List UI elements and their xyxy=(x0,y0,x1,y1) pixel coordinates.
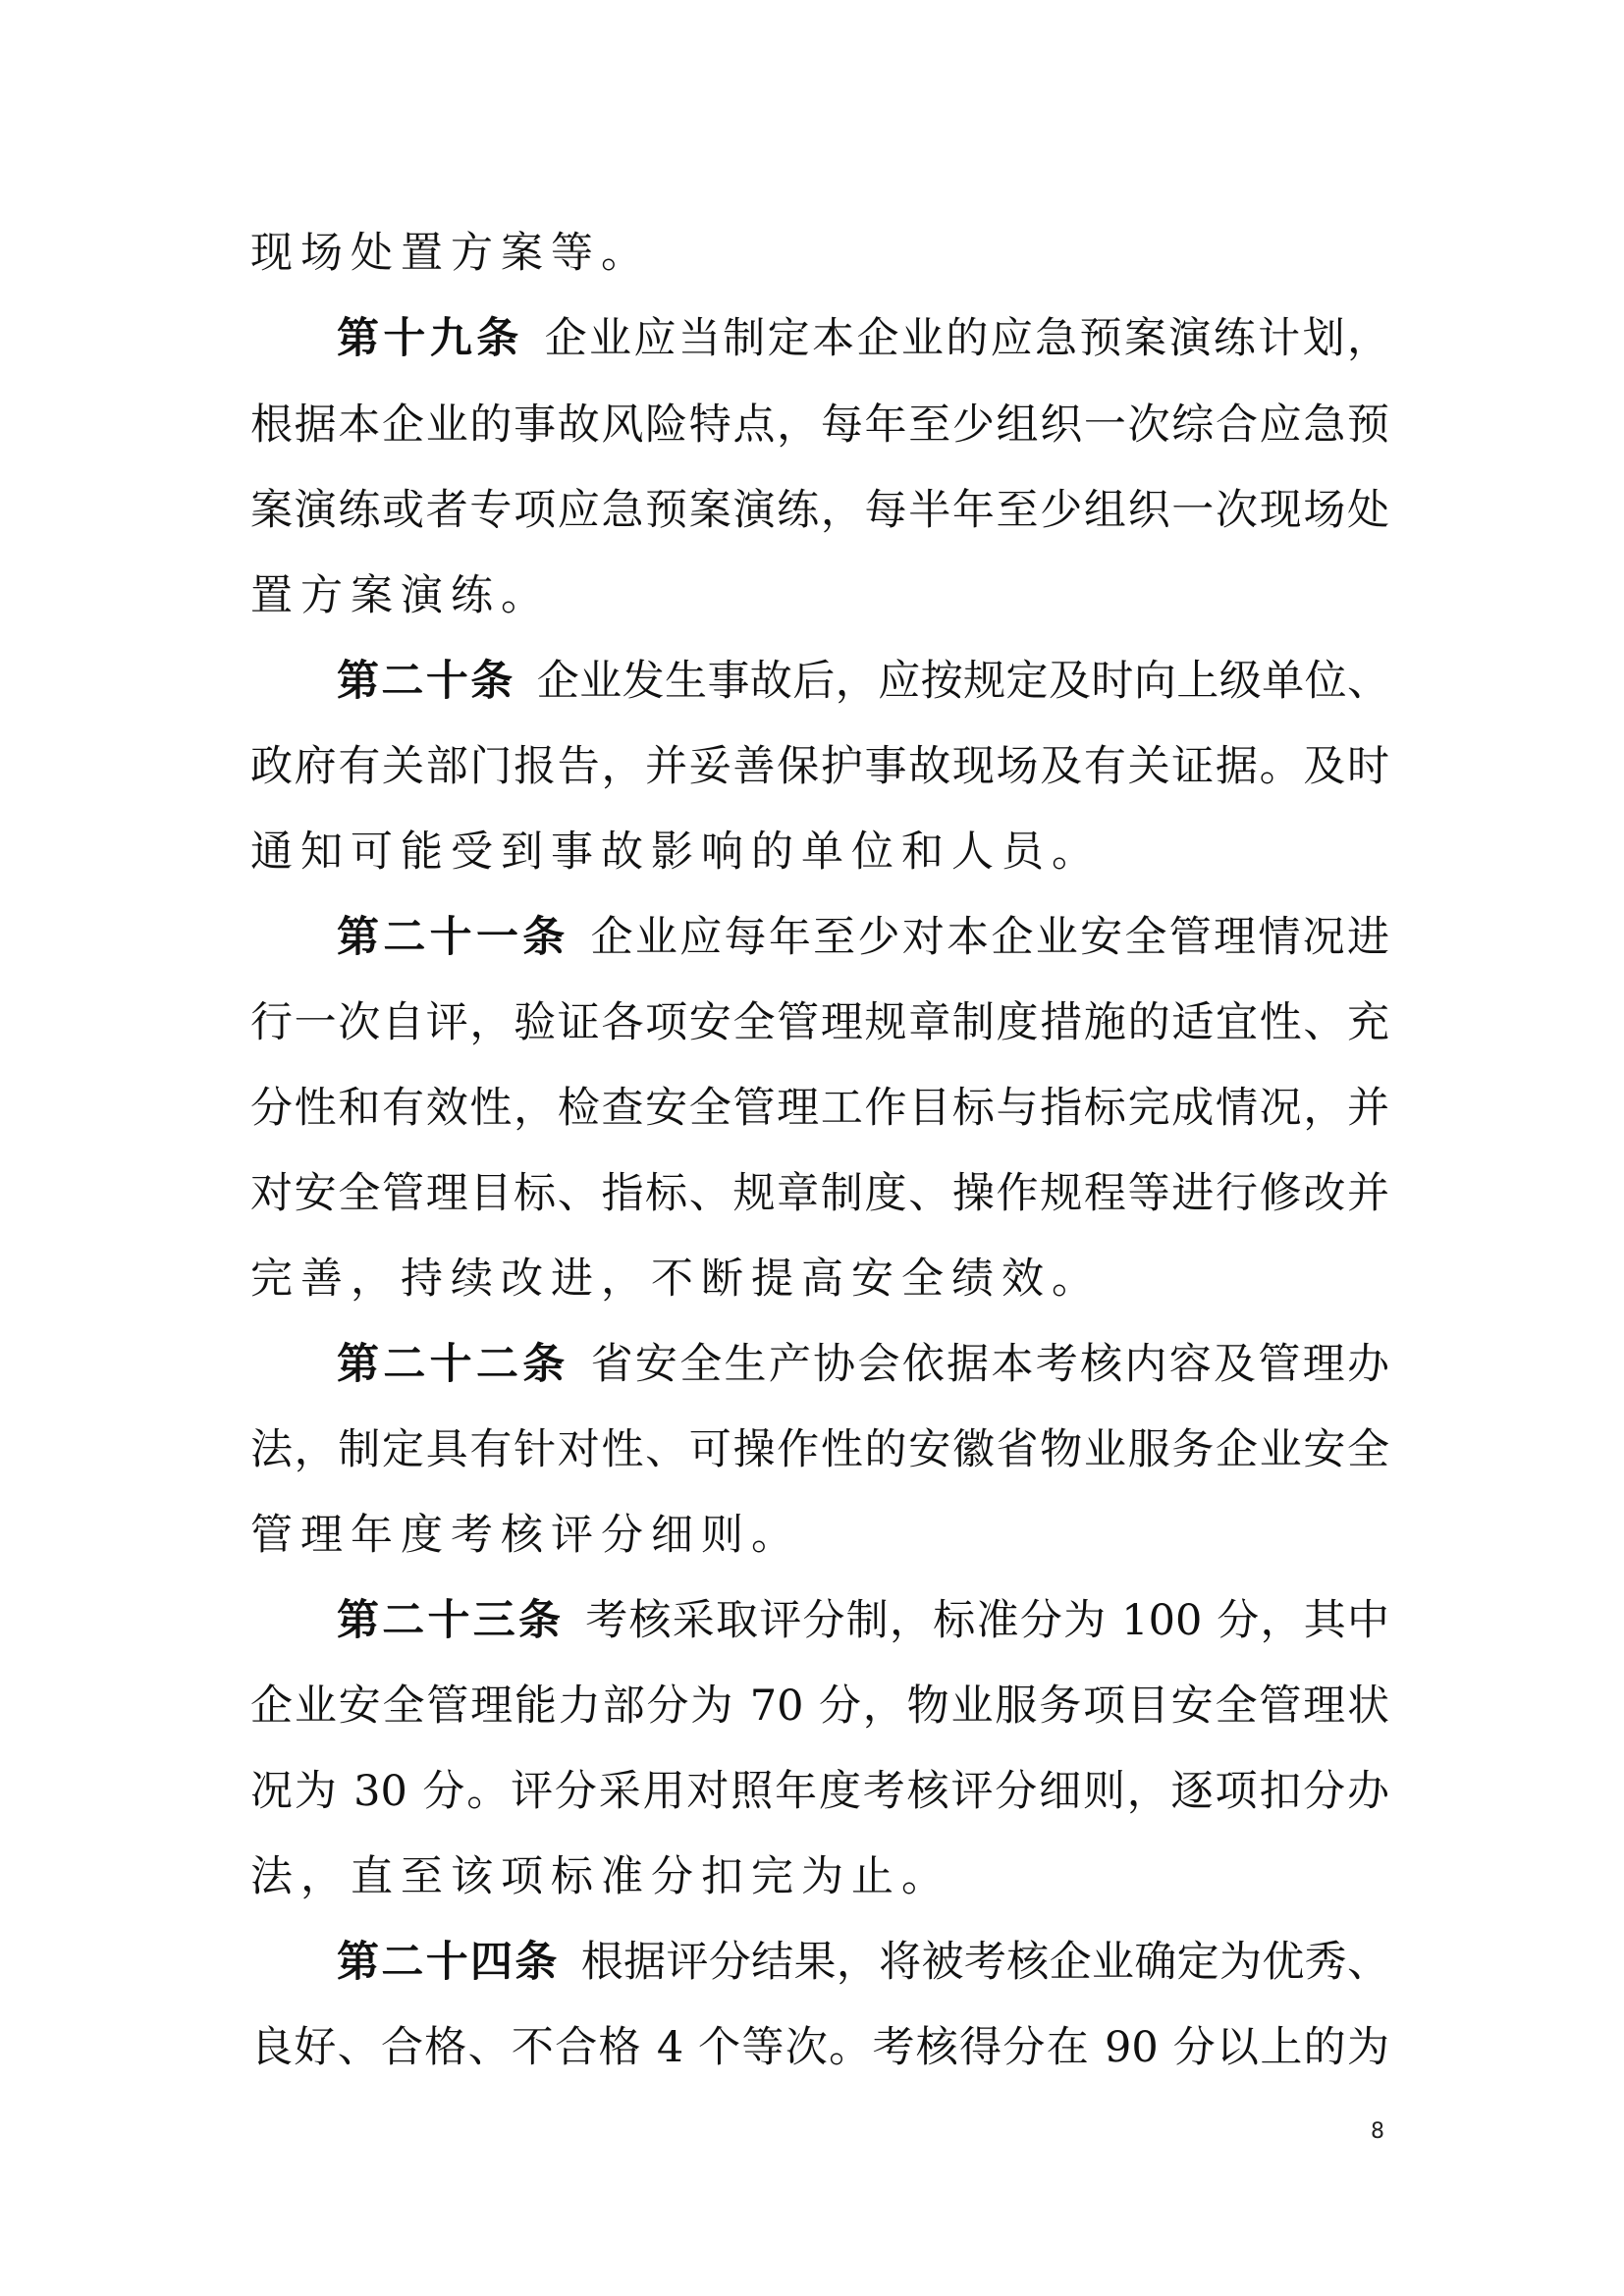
paragraph-line xyxy=(250,1762,1389,1821)
body-text: 对安全管理目标、指标、规章制度、操作规程等进行修改并 xyxy=(250,1169,1389,1218)
body-text: 行一次自评，验证各项安全管理规章制度措施的适宜性、充 xyxy=(250,998,1389,1047)
article-20-first-line xyxy=(337,652,1389,711)
paragraph-line xyxy=(250,823,1389,881)
paragraph-line xyxy=(250,1164,1389,1223)
article-24-heading: 第二十四条 xyxy=(337,1938,560,1987)
page-number: 8 xyxy=(1371,2119,1384,2144)
body-text: 完善，持续改进，不断提高安全绩效。 xyxy=(250,1255,1102,1304)
body-text: 分性和有效性，检查安全管理工作目标与指标完成情况，并 xyxy=(250,1084,1389,1133)
article-23-first-line xyxy=(337,1591,1389,1650)
paragraph-line xyxy=(250,1677,1389,1735)
paragraph-line xyxy=(250,566,1389,625)
body-text: 法，直至该项标准分扣完为止。 xyxy=(250,1852,951,1901)
paragraph-line xyxy=(250,993,1389,1052)
article-23-heading: 第二十三条 xyxy=(337,1596,565,1645)
paragraph-line xyxy=(250,1250,1389,1308)
body-text: 企业应每年至少对本企业安全管理情况进 xyxy=(590,913,1390,962)
paragraph-line xyxy=(250,1506,1389,1565)
body-text: 法，制定具有针对性、可操作性的安徽省物业服务企业安全 xyxy=(250,1425,1389,1474)
body-text: 政府有关部门报告，并妥善保护事故现场及有关证据。及时 xyxy=(250,742,1389,791)
paragraph-line xyxy=(250,224,1389,283)
article-20-heading: 第二十条 xyxy=(337,657,515,706)
paragraph-line xyxy=(250,396,1389,454)
body-text: 案演练或者专项应急预案演练，每半年至少组织一次现场处 xyxy=(250,486,1389,535)
body-text: 现场处置方案等。 xyxy=(250,229,651,278)
body-text: 况为 30 分。评分采用对照年度考核评分细则，逐项扣分办 xyxy=(250,1767,1389,1816)
article-22-heading: 第二十二条 xyxy=(337,1340,569,1389)
body-text: 根据评分结果，将被考核企业确定为优秀、 xyxy=(580,1938,1390,1987)
body-text: 企业应当制定本企业的应急预案演练计划， xyxy=(544,314,1390,363)
paragraph-line xyxy=(250,737,1389,796)
article-19-heading: 第十九条 xyxy=(337,314,523,363)
article-22-first-line xyxy=(337,1335,1389,1394)
body-text: 考核采取评分制，标准分为 100 分，其中 xyxy=(585,1596,1390,1645)
article-21-first-line xyxy=(337,908,1389,967)
body-text: 省安全生产协会依据本考核内容及管理办 xyxy=(590,1340,1390,1389)
body-text: 企业安全管理能力部分为 70 分，物业服务项目安全管理状 xyxy=(250,1682,1389,1731)
body-text: 通知可能受到事故影响的单位和人员。 xyxy=(250,828,1102,877)
paragraph-line xyxy=(250,481,1389,540)
paragraph-line xyxy=(250,2018,1389,2077)
paragraph-line xyxy=(250,1079,1389,1138)
article-24-first-line xyxy=(337,1933,1389,1992)
body-text: 管理年度考核评分细则。 xyxy=(250,1511,801,1560)
body-text: 良好、合格、不合格 4 个等次。考核得分在 90 分以上的为 xyxy=(250,2023,1389,2072)
body-text: 根据本企业的事故风险特点，每年至少组织一次综合应急预 xyxy=(250,400,1389,450)
paragraph-line xyxy=(250,1420,1389,1479)
body-text: 置方案演练。 xyxy=(250,571,551,620)
body-text: 企业发生事故后，应按规定及时向上级单位、 xyxy=(536,657,1390,706)
article-19-first-line xyxy=(337,309,1389,368)
article-21-heading: 第二十一条 xyxy=(337,913,569,962)
paragraph-line xyxy=(250,1847,1389,1906)
